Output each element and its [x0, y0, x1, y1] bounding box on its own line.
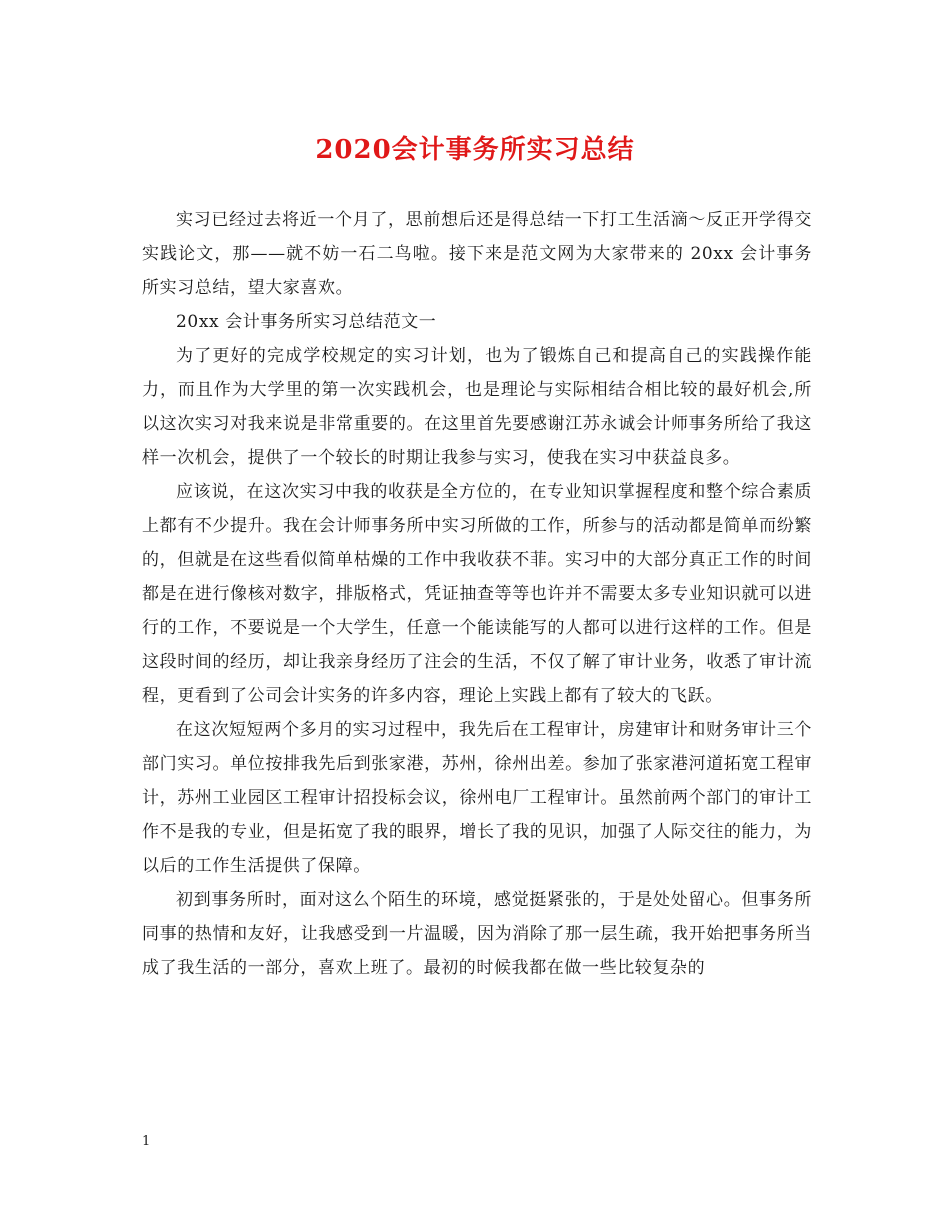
paragraph: 在这次短短两个多月的实习过程中，我先后在工程审计，房建审计和财务审计三个部门实习。单位按排我先后到张家港，苏州，徐州出差。参加了张家港河道拓宽工程审计，苏州工业园区工程审计招投标会议，徐州电厂工程审计。虽然前两个部门的审计工作不是我的专业，但是拓宽了我的眼界，增长了我的见识，加强了人际交往的能力，为以后的工作生活提供了保障。 [142, 720, 812, 876]
paragraph: 初到事务所时，面对这么个陌生的环境，感觉挺紧张的，于是处处留心。但事务所同事的热情和友好，让我感受到一片温暖，因为消除了那一层生疏，我开始把事务所当成了我生活的一部分，喜欢上班了。最初的时候我都在做一些比较复杂的 [142, 890, 812, 978]
paragraph: 应该说，在这次实习中我的收获是全方位的，在专业知识掌握程度和整个综合素质上都有不少提升。我在会计师事务所中实习所做的工作，所参与的活动都是简单而纷繁的，但就是在这些看似简单枯燥的工作中我收获不菲。实习中的大部分真正工作的时间都是在进行像核对数字，排版格式，凭证抽查等等也许并不需要太多专业知识就可以进行的工作，不要说是一个大学生，任意一个能读能写的人都可以进行这样的工作。但是这段时间的经历，却让我亲身经历了注会的生活，不仅了解了审计业务，收悉了审计流程，更看到了公司会计实务的许多内容，理论上实践上都有了较大的飞跃。 [142, 482, 812, 706]
section-heading: 20xx 会计事务所实习总结范文一 [176, 312, 437, 332]
paragraph: 为了更好的完成学校规定的实习计划，也为了锻炼自己和提高自己的实践操作能力，而且作为大学里的第一次实践机会，也是理论与实际相结合相比较的最好机会,所以这次实习对我来说是非常重要的。在这里首先要感谢江苏永诚会计师事务所给了我这样一次机会，提供了一个较长的时期让我参与实习，使我在实习中获益良多。 [142, 346, 812, 468]
document-title: 2020会计事务所实习总结 [315, 135, 635, 165]
document-body [142, 203, 812, 985]
page-number: 1 [142, 1134, 151, 1149]
paragraph-intro: 实习已经过去将近一个月了，思前想后还是得总结一下打工生活滴～反正开学得交实践论文，那——就不妨一石二鸟啦。接下来是范文网为大家带来的 20xx 会计事务所实习总结，望大家喜欢。 [142, 210, 812, 298]
